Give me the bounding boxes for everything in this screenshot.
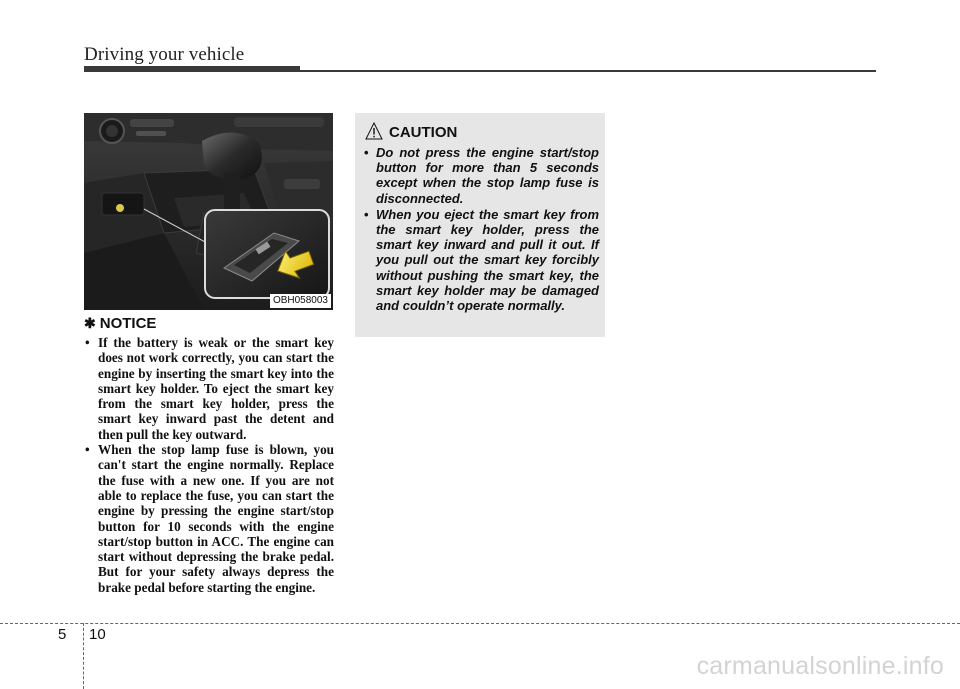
notice-item: • If the battery is weak or the smart key does not work correctly, you can start the engine by inserting the smart key into the smart key holder. To eject the smart key from the smart key holder, press the smart key inward past the detent and then pull the key outward. — [84, 335, 334, 442]
site-watermark: carmanualsonline.info — [696, 652, 944, 680]
page-header-title: Driving your vehicle — [84, 44, 245, 65]
chapter-number: 5 — [58, 626, 67, 643]
notice-section — [84, 314, 334, 595]
caution-item: • When you eject the smart key from the smart key holder, press the smart key inward and pull it out. If you pull out the smart key forcibly without pushing the smart key, the smart key holder may be damaged and couldn’t operate normally. — [363, 207, 599, 313]
caution-heading-text: CAUTION — [389, 124, 458, 141]
notice-item: • When the stop lamp fuse is blown, you can't start the engine normally. Replace the fuse with a new one. If you are not able to replace the fuse, you can start the engine by pressing the engine start/stop button for 10 seconds with the engine start/stop button in ACC. The engine can start without depressing the brake pedal. But for your safety always depress the brake pedal before starting the engine. — [84, 442, 334, 595]
caution-box — [355, 113, 605, 337]
footer-divider — [83, 623, 84, 689]
caution-item: • Do not press the engine start/stop button for more than 5 seconds except when the stop lamp fuse is disconnected. — [363, 145, 599, 206]
notice-list — [84, 335, 334, 595]
header-rule-thick — [84, 66, 300, 72]
notice-symbol-icon: ✱ — [84, 315, 96, 331]
caution-heading — [365, 122, 457, 142]
page-number: 10 — [89, 626, 106, 643]
notice-heading — [84, 314, 334, 333]
caution-list — [363, 145, 599, 314]
header-rule-thin — [300, 70, 876, 72]
footer-rule — [0, 623, 960, 624]
console-illustration — [84, 113, 333, 310]
warning-triangle-icon — [365, 122, 383, 140]
figure-code: OBH058003 — [270, 294, 331, 308]
smart-key-holder-photo — [84, 113, 333, 310]
notice-heading-text: NOTICE — [99, 315, 157, 332]
